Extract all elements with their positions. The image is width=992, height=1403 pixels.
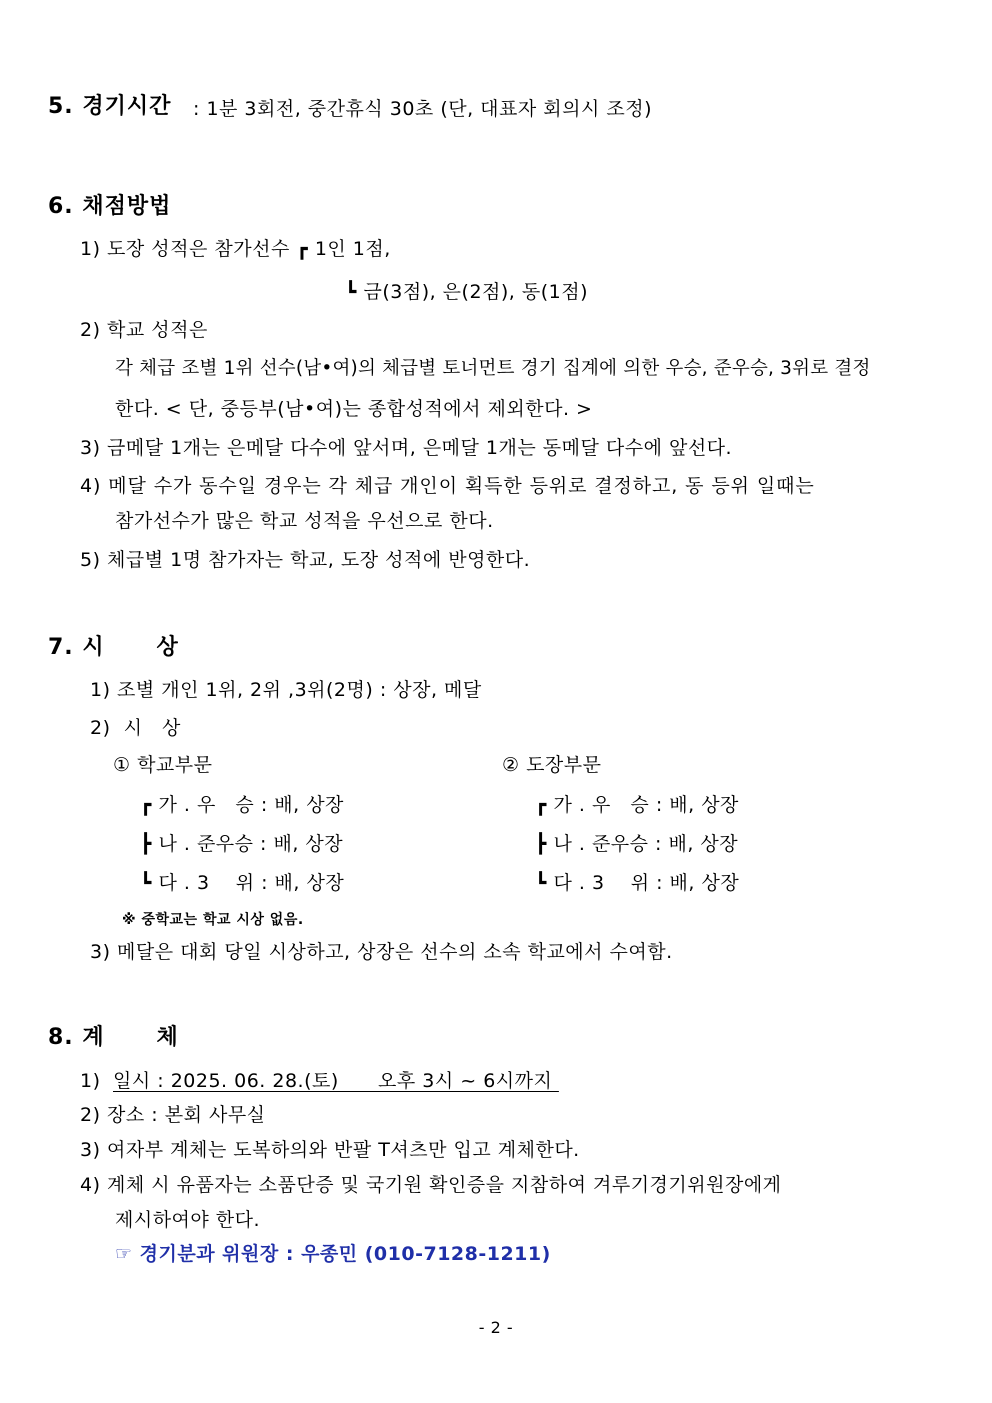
sec6-item-1-line-2: ┗ 금(3점), 은(2점), 동(1점) bbox=[345, 281, 589, 303]
sec6-item-4-line-2: 참가선수가 많은 학교 성적을 우선으로 한다. bbox=[115, 510, 494, 532]
school-award-row: ┣ 나 . 준우승 : 배, 상장 bbox=[140, 833, 344, 855]
sec8-item-2: 2) 장소 : 본회 사무실 bbox=[80, 1104, 266, 1126]
section-5-heading: 5. 경기시간 bbox=[48, 94, 172, 119]
committee-chair-contact: ☞ 경기분과 위원장 : 우종민 (010-7128-1211) bbox=[115, 1243, 551, 1265]
school-award-row: ┗ 다 . 3 위 : 배, 상장 bbox=[140, 872, 345, 894]
dojang-award-row: ┏ 가 . 우 승 : 배, 상장 bbox=[535, 794, 739, 816]
sec6-item-2-line-1: 2) 학교 성적은 bbox=[80, 319, 208, 341]
dojang-award-row: ┣ 나 . 준우승 : 배, 상장 bbox=[535, 833, 739, 855]
dojang-award-title: ② 도장부문 bbox=[502, 754, 602, 776]
section-5-text: : 1분 3회전, 중간휴식 30초 (단, 대표자 회의시 조정) bbox=[193, 98, 652, 120]
section-6-heading: 6. 채점방법 bbox=[48, 194, 172, 219]
section-8-heading: 8. 계 체 bbox=[48, 1025, 179, 1050]
sec7-note: ※ 중학교는 학교 시상 없음. bbox=[122, 912, 304, 928]
sec8-item-4-line-1: 4) 계체 시 유품자는 소품단증 및 국기원 확인증을 지참하여 겨루기경기위원장에게 bbox=[80, 1174, 782, 1196]
sec6-item-3: 3) 금메달 1개는 은메달 다수에 앞서며, 은메달 1개는 동메달 다수에 앞선다. bbox=[80, 437, 733, 459]
sec8-item-1-schedule: 일시 : 2025. 06. 28.(토) 오후 3시 ~ 6시까지 bbox=[113, 1070, 559, 1092]
sec8-item-1-number: 1) bbox=[80, 1070, 101, 1092]
section-7-heading: 7. 시 상 bbox=[48, 635, 179, 660]
sec7-item-1: 1) 조별 개인 1위, 2위 ,3위(2명) : 상장, 메달 bbox=[90, 679, 482, 701]
sec6-item-2-line-3: 한다. < 단, 중등부(남•여)는 종합성적에서 제외한다. > bbox=[115, 398, 593, 420]
sec8-item-3: 3) 여자부 계체는 도복하의와 반팔 T셔츠만 입고 계체한다. bbox=[80, 1139, 580, 1161]
dojang-award-row: ┗ 다 . 3 위 : 배, 상장 bbox=[535, 872, 740, 894]
page-number: - 2 - bbox=[478, 1318, 514, 1337]
sec7-item-2: 2) 시 상 bbox=[90, 717, 181, 739]
school-award-row: ┏ 가 . 우 승 : 배, 상장 bbox=[140, 794, 344, 816]
sec6-item-1-line-1: 1) 도장 성적은 참가선수 ┏ 1인 1점, bbox=[80, 238, 391, 260]
sec7-item-3: 3) 메달은 대회 당일 시상하고, 상장은 선수의 소속 학교에서 수여함. bbox=[90, 941, 673, 963]
sec6-item-5: 5) 체급별 1명 참가자는 학교, 도장 성적에 반영한다. bbox=[80, 549, 531, 571]
sec6-item-4-line-1: 4) 메달 수가 동수일 경우는 각 체급 개인이 획득한 등위로 결정하고, 동 등위 일때는 bbox=[80, 475, 815, 497]
sec8-item-4-line-2: 제시하여야 한다. bbox=[115, 1209, 261, 1231]
school-award-title: ① 학교부문 bbox=[113, 754, 213, 776]
sec6-item-2-line-2: 각 체급 조별 1위 선수(남•여)의 체급별 토너먼트 경기 집계에 의한 우승, 준우승, 3위로 결정 bbox=[115, 358, 871, 379]
